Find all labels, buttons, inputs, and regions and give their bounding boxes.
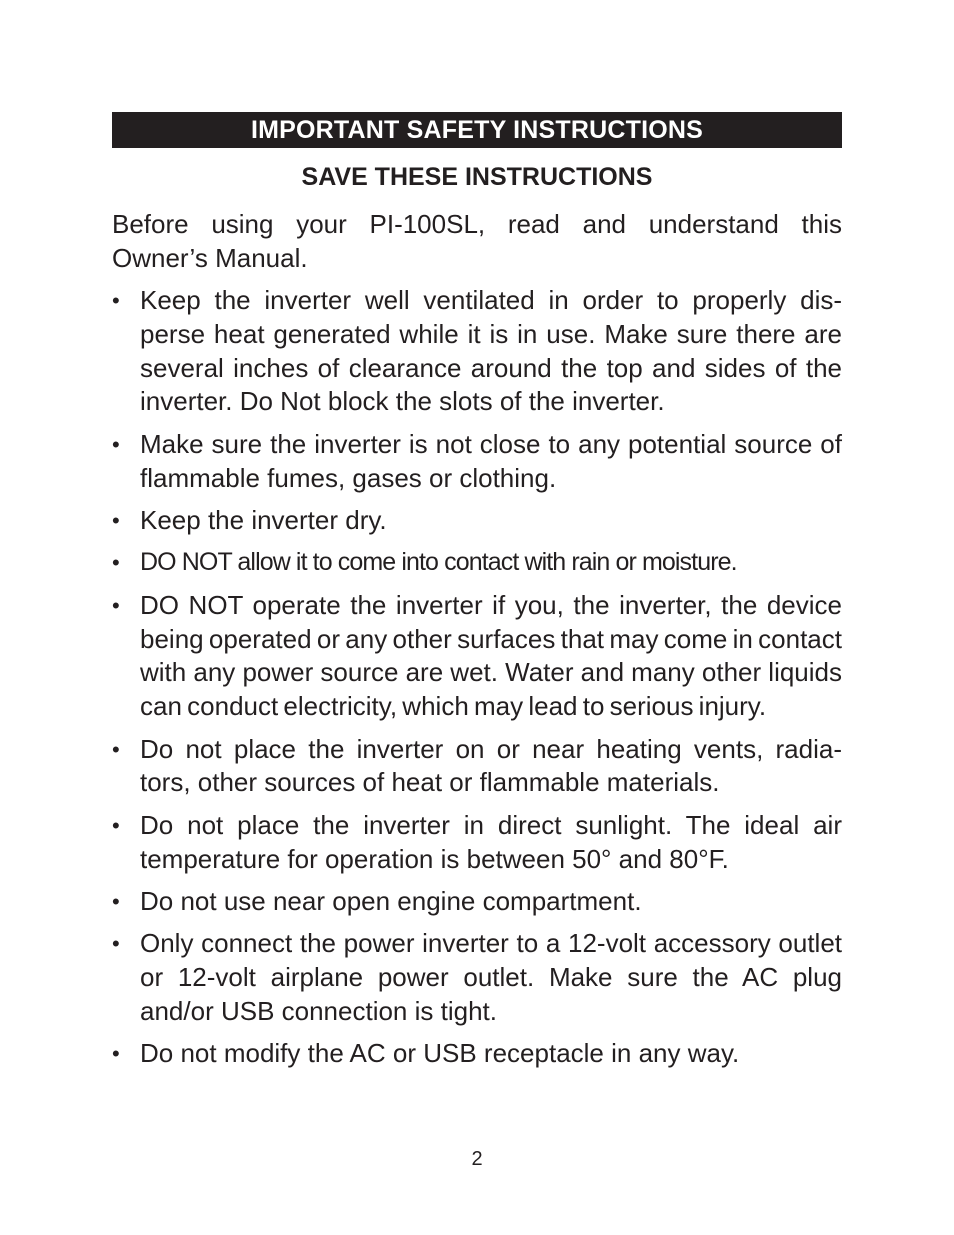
bullet-icon: •: [112, 931, 120, 957]
list-item-text: Keep the inverter dry.: [140, 504, 387, 535]
bullet-icon: •: [112, 507, 120, 533]
list-item: [112, 1037, 842, 1071]
list-item-text: Do not place the inverter in direct sunlight. The ideal air temperature for operation is between 50° and 80°F.: [140, 809, 842, 874]
bullet-icon: •: [112, 812, 120, 838]
intro-line-1: Before using your PI-100SL, read and understand this: [112, 209, 842, 239]
list-item: [112, 809, 842, 877]
safety-instructions-list: [112, 284, 842, 1080]
bullet-icon: •: [112, 431, 120, 457]
list-item: [112, 927, 842, 1028]
list-item: [112, 589, 842, 724]
list-item: [112, 733, 842, 801]
page-number: 2: [471, 1148, 483, 1170]
bullet-icon: •: [112, 592, 120, 618]
list-item: [112, 428, 842, 496]
list-item: [112, 504, 842, 538]
bullet-icon: •: [112, 288, 120, 313]
intro-line-2: Owner’s Manual.: [112, 242, 308, 273]
list-item-text: Do not place the inverter on or near heating vents, radia-tors, other sources of heat or flammable materials.: [140, 733, 842, 798]
section-header: IMPORTANT SAFETY INSTRUCTIONS: [112, 112, 842, 148]
bullet-icon: •: [112, 550, 119, 576]
list-item-text: Do not use near open engine compartment.: [140, 885, 642, 916]
list-item: [112, 284, 842, 419]
list-item-text: DO NOT allow it to come into contact with rain or moisture.: [140, 548, 737, 577]
bullet-icon: •: [112, 888, 120, 914]
intro-paragraph: [112, 208, 842, 276]
list-item-text: Keep the inverter well ventilated in order to properly dis-perse heat generated while it is in use. Make sure there are several inches of clearance around the top and sides of the inverter. Do Not block the slots of the inverter.: [140, 285, 842, 417]
list-item-text: DO NOT operate the inverter if you, the inverter, the device being operated or any other surfaces that may come in contact with any power source are wet. Water and many other liquids can conduct electricity, which may lead to serious injury.: [140, 589, 842, 722]
list-item-text: Make sure the inverter is not close to any potential source of flammable fumes, gases or clothing.: [140, 428, 842, 493]
bullet-icon: •: [112, 1041, 120, 1067]
list-item: [112, 546, 842, 580]
bullet-icon: •: [112, 736, 120, 762]
list-item-text: Only connect the power inverter to a 12-volt accessory outlet or 12-volt airplane power outlet. Make sure the AC plug and/or USB connection is tight.: [140, 928, 842, 1026]
list-item-text: Do not modify the AC or USB receptacle in any way.: [140, 1038, 740, 1069]
list-item: [112, 885, 842, 919]
section-subtitle: SAVE THESE INSTRUCTIONS: [301, 163, 653, 191]
